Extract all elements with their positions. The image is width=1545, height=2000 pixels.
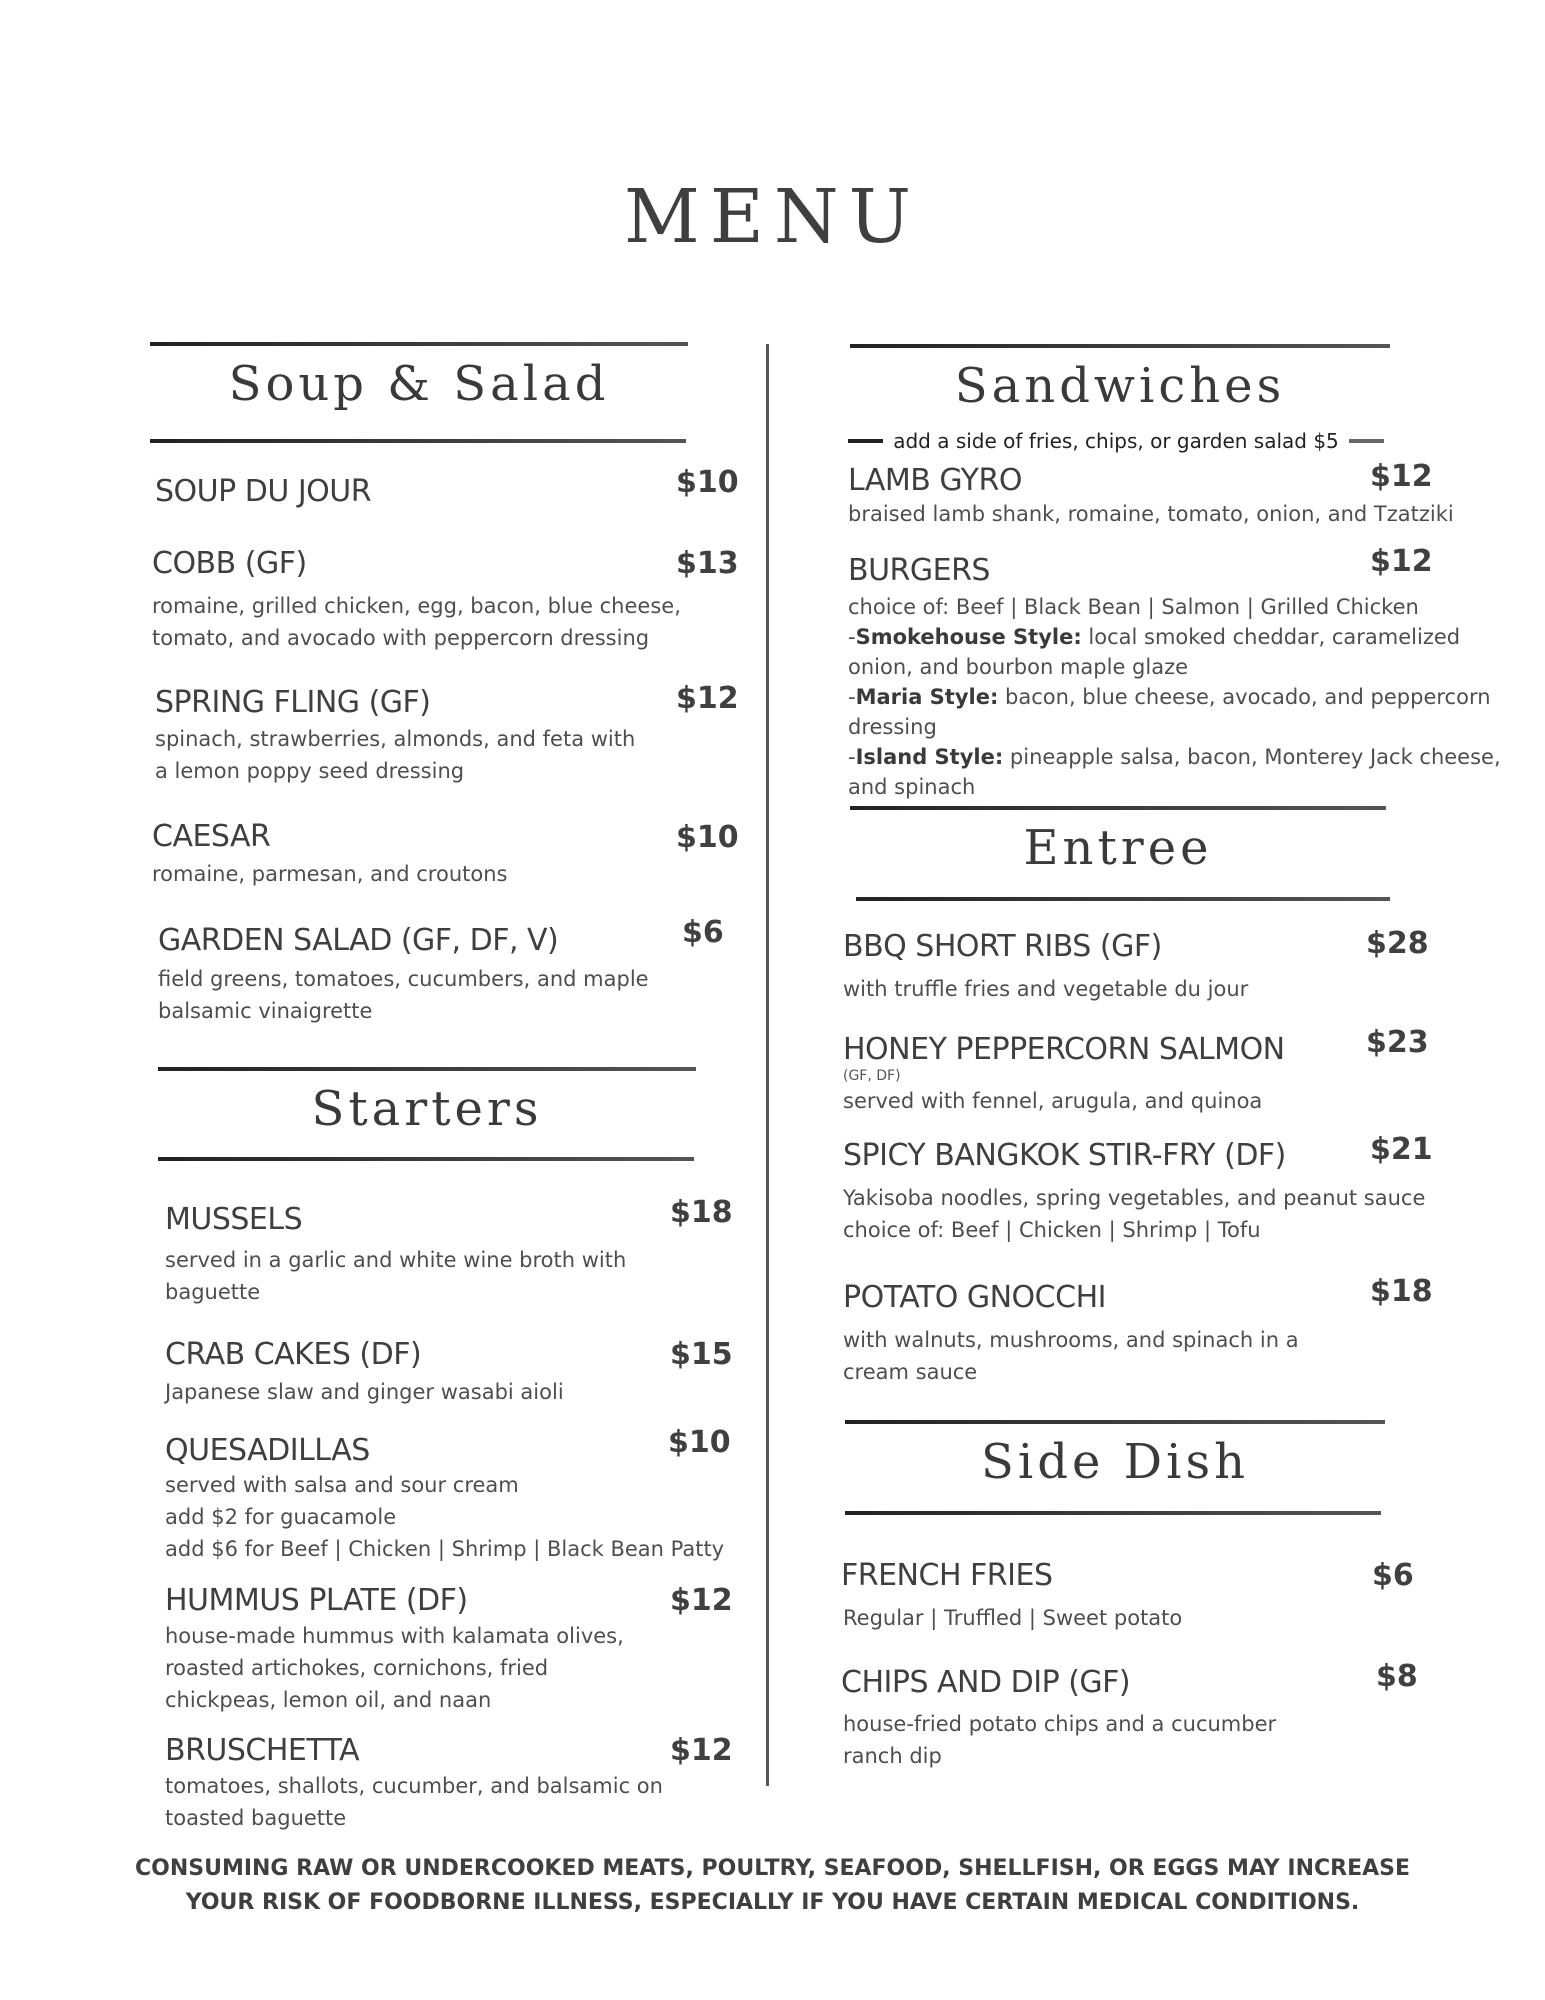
item-burgers-desc: choice of: Beef | Black Bean | Salmon | Grilled Chicken -Smokehouse Style: local smoked cheddar, caramelized onion, and bourbon maple glaze -Maria Style: bacon, blue cheese, avocado, and peppercorn dressing -Island Style: pineapple salsa, bacon, Monterey Jack cheese, and spinach — [848, 595, 1501, 799]
item-bangkok-stir-fry-name: SPICY BANGKOK STIR-FRY (DF) — [843, 1138, 1286, 1173]
item-honey-salmon-name: HONEY PEPPERCORN SALMON — [843, 1032, 1285, 1067]
burger-style-smokehouse: -Smokehouse Style: local smoked cheddar, caramelized — [848, 625, 1461, 649]
item-french-fries-name: FRENCH FRIES — [841, 1558, 1053, 1593]
soup-salad-top-rule — [150, 342, 688, 346]
burger-style-maria: -Maria Style: bacon, blue cheese, avocado, and peppercorn — [848, 685, 1491, 709]
item-mussels-desc: served in a garlic and white wine broth with baguette — [165, 1248, 627, 1304]
burger-style-island: -Island Style: pineapple salsa, bacon, Monterey Jack cheese, — [848, 745, 1501, 769]
item-spring-fling-name: SPRING FLING (GF) — [155, 685, 431, 720]
item-mussels-price: $18 — [670, 1195, 733, 1230]
entree-top-rule — [850, 806, 1386, 810]
item-potato-gnocchi-name: POTATO GNOCCHI — [843, 1280, 1106, 1315]
item-hummus-plate-price: $12 — [670, 1583, 733, 1618]
column-divider — [766, 344, 769, 1786]
item-caesar-desc: romaine, parmesan, and croutons — [152, 862, 508, 886]
item-cobb-name: COBB (GF) — [152, 546, 307, 581]
menu-title: MENU — [624, 174, 921, 260]
soup-salad-bottom-rule — [150, 439, 686, 443]
item-honey-salmon-desc: served with fennel, arugula, and quinoa — [843, 1089, 1263, 1113]
item-bbq-short-ribs-name: BBQ SHORT RIBS (GF) — [843, 929, 1162, 964]
item-mussels-name: MUSSELS — [165, 1202, 303, 1237]
add-side-text: add a side of fries, chips, or garden salad $5 — [893, 429, 1339, 453]
item-lamb-gyro-price: $12 — [1370, 459, 1433, 494]
side-dish-top-rule — [845, 1420, 1385, 1424]
item-hummus-plate-desc: house-made hummus with kalamata olives, roasted artichokes, cornichons, fried chickpeas, lemon oil, and naan — [165, 1624, 624, 1712]
starters-top-rule — [158, 1067, 696, 1071]
item-bangkok-stir-fry-price: $21 — [1370, 1132, 1433, 1167]
add-side-right-dash — [1349, 439, 1384, 443]
item-soup-du-jour-price: $10 — [676, 465, 739, 500]
food-safety-disclaimer: CONSUMING RAW OR UNDERCOOKED MEATS, POULTRY, SEAFOOD, SHELLFISH, OR EGGS MAY INCREASE YOUR RISK OF FOODBORNE ILLNESS, ESPECIALLY IF YOU HAVE CERTAIN MEDICAL CONDITIONS. — [134, 1856, 1411, 1915]
item-spring-fling-price: $12 — [676, 681, 739, 716]
item-burgers-price: $12 — [1370, 544, 1433, 579]
item-crab-cakes-name: CRAB CAKES (DF) — [165, 1337, 422, 1372]
starters-bottom-rule — [158, 1157, 694, 1161]
item-crab-cakes-desc: Japanese slaw and ginger wasabi aioli — [165, 1380, 564, 1404]
entree-heading: Entree — [1023, 820, 1213, 876]
item-garden-salad-desc: field greens, tomatoes, cucumbers, and maple balsamic vinaigrette — [158, 967, 649, 1023]
soup-salad-heading: Soup & Salad — [228, 356, 610, 412]
item-burgers-name: BURGERS — [848, 553, 990, 588]
item-bbq-short-ribs-price: $28 — [1366, 926, 1429, 961]
side-dish-heading: Side Dish — [980, 1434, 1249, 1490]
item-cobb-desc: romaine, grilled chicken, egg, bacon, blue cheese, tomato, and avocado with peppercorn dressing — [152, 594, 681, 650]
item-french-fries-desc: Regular | Truffled | Sweet potato — [843, 1606, 1183, 1630]
add-side-note — [848, 426, 1384, 456]
item-quesadillas-price: $10 — [668, 1425, 731, 1460]
add-side-left-dash — [848, 439, 883, 443]
item-chips-and-dip-price: $8 — [1376, 1659, 1418, 1694]
item-bangkok-stir-fry-desc: Yakisoba noodles, spring vegetables, and peanut sauce choice of: Beef | Chicken | Shrimp | Tofu — [843, 1186, 1426, 1242]
side-dish-bottom-rule — [845, 1511, 1381, 1515]
entree-bottom-rule — [856, 897, 1390, 901]
item-french-fries-price: $6 — [1372, 1558, 1414, 1593]
item-potato-gnocchi-price: $18 — [1370, 1274, 1433, 1309]
item-hummus-plate-name: HUMMUS PLATE (DF) — [165, 1583, 468, 1618]
item-soup-du-jour-name: SOUP DU JOUR — [155, 474, 372, 509]
item-honey-salmon-tag: (GF, DF) — [843, 1068, 901, 1084]
item-quesadillas-name: QUESADILLAS — [165, 1433, 370, 1468]
item-lamb-gyro-desc: braised lamb shank, romaine, tomato, onion, and Tzatziki — [848, 502, 1454, 526]
item-chips-and-dip-name: CHIPS AND DIP (GF) — [841, 1665, 1131, 1700]
item-bruschetta-price: $12 — [670, 1733, 733, 1768]
item-bbq-short-ribs-desc: with truffle fries and vegetable du jour — [843, 977, 1249, 1001]
item-bruschetta-desc: tomatoes, shallots, cucumber, and balsamic on toasted baguette — [165, 1774, 663, 1830]
sandwiches-top-rule — [850, 344, 1390, 348]
item-quesadillas-desc: served with salsa and sour cream add $2 for guacamole add $6 for Beef | Chicken | Shrimp | Black Bean Patty — [165, 1473, 725, 1561]
sandwiches-heading: Sandwiches — [954, 358, 1286, 414]
item-bruschetta-name: BRUSCHETTA — [165, 1733, 360, 1768]
item-caesar-price: $10 — [676, 820, 739, 855]
item-chips-and-dip-desc: house-fried potato chips and a cucumber ranch dip — [843, 1712, 1277, 1768]
item-garden-salad-name: GARDEN SALAD (GF, DF, V) — [158, 923, 559, 958]
item-cobb-price: $13 — [676, 546, 739, 581]
item-garden-salad-price: $6 — [682, 915, 724, 950]
item-caesar-name: CAESAR — [152, 819, 271, 854]
item-honey-salmon-price: $23 — [1366, 1025, 1429, 1060]
starters-heading: Starters — [311, 1081, 543, 1137]
item-lamb-gyro-name: LAMB GYRO — [848, 463, 1022, 498]
item-spring-fling-desc: spinach, strawberries, almonds, and feta with a lemon poppy seed dressing — [155, 727, 636, 783]
item-crab-cakes-price: $15 — [670, 1337, 733, 1372]
item-potato-gnocchi-desc: with walnuts, mushrooms, and spinach in a cream sauce — [843, 1328, 1299, 1384]
